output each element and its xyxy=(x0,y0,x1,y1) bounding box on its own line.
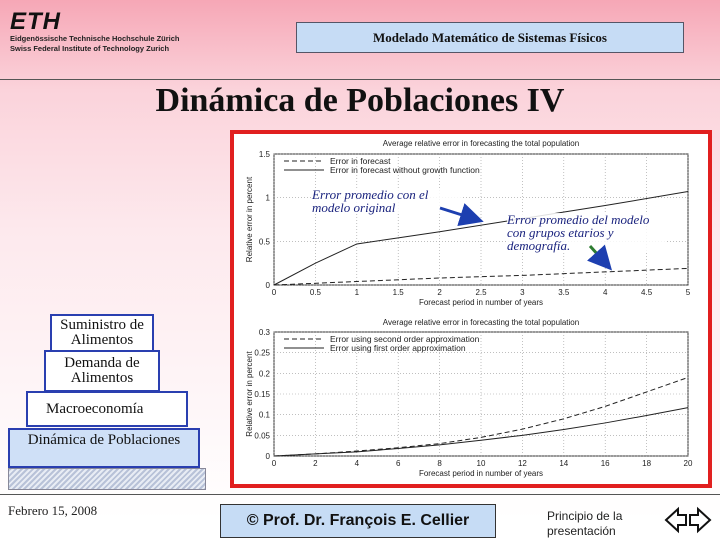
back-arrow-icon[interactable] xyxy=(666,509,686,531)
arrow-to-legend xyxy=(440,208,478,220)
x-tick-label: 3 xyxy=(520,288,525,297)
pyramid-base xyxy=(8,468,206,490)
x-tick-label: 0.5 xyxy=(309,288,321,297)
charts-figure xyxy=(234,134,708,484)
x-tick-label: 4 xyxy=(602,288,608,297)
y-tick-label: 1.5 xyxy=(258,150,270,159)
x-tick-label: 14 xyxy=(559,459,569,468)
y-tick-label: 0.25 xyxy=(254,348,270,358)
annotation-group-model: Error promedio del modelo con grupos etarios y demografía. xyxy=(507,213,667,252)
y-axis-label: Relative error in percent xyxy=(245,176,254,263)
x-axis-label: Forecast period in number of years xyxy=(418,469,544,478)
footer-credit: © Prof. Dr. François E. Cellier xyxy=(220,504,496,538)
x-tick-label: 16 xyxy=(600,459,610,468)
x-tick-label: 1 xyxy=(354,288,360,297)
y-tick-label: 0.5 xyxy=(258,237,270,247)
header-divider xyxy=(0,79,720,80)
chart-title: Average relative error in forecasting the total population xyxy=(382,139,580,148)
x-tick-label: 8 xyxy=(437,459,442,468)
legend-entry: Error using first order approximation xyxy=(330,343,466,353)
y-tick-label: 0.15 xyxy=(254,390,270,399)
eth-logo xyxy=(10,10,210,70)
start-of-presentation-link[interactable]: Principio de la presentación xyxy=(547,509,623,538)
y-tick-label: 0.2 xyxy=(258,369,270,379)
x-tick-label: 3.5 xyxy=(558,288,570,297)
arrow-to-curve xyxy=(590,246,608,266)
chart-title: Average relative error in forecasting the total population xyxy=(382,318,580,327)
x-tick-label: 18 xyxy=(642,459,652,468)
x-tick-label: 4.5 xyxy=(641,288,653,297)
x-tick-label: 0 xyxy=(271,288,277,297)
forward-arrow-icon[interactable] xyxy=(690,509,710,531)
slide-title: Dinámica de Poblaciones IV xyxy=(155,82,565,119)
y-tick-label: 0 xyxy=(265,452,270,461)
x-tick-label: 20 xyxy=(683,459,693,468)
x-tick-label: 4 xyxy=(354,459,360,468)
x-tick-label: 2 xyxy=(313,459,318,468)
pyramid-level-food-demand: Demanda de Alimentos xyxy=(44,350,160,392)
legend-entry: Error in forecast xyxy=(330,156,391,166)
eth-logo-text: ETH xyxy=(10,8,61,35)
pyramid-level-food-supply: Suministro de Alimentos xyxy=(50,314,154,352)
y-tick-label: 0.1 xyxy=(258,410,270,420)
y-tick-label: 0.05 xyxy=(254,431,270,441)
x-tick-label: 0 xyxy=(271,459,277,468)
y-tick-label: 0.3 xyxy=(258,328,270,337)
legend-entry: Error in forecast without growth function xyxy=(330,165,480,175)
x-tick-label: 1.5 xyxy=(392,288,404,297)
x-tick-label: 2.5 xyxy=(475,288,487,297)
x-axis-label: Forecast period in number of years xyxy=(418,298,544,307)
annotation-original-model: Error promedio con el modelo original xyxy=(312,188,462,214)
navigation-arrows[interactable] xyxy=(664,506,712,534)
x-tick-label: 12 xyxy=(517,459,527,468)
y-tick-label: 0 xyxy=(265,281,270,290)
course-title: Modelado Matemático de Sistemas Físicos xyxy=(296,22,684,53)
footer-date: Febrero 15, 2008 xyxy=(8,503,98,518)
legend-entry: Error using second order approximation xyxy=(330,334,480,344)
y-axis-label: Relative error in percent xyxy=(245,351,254,437)
x-tick-label: 5 xyxy=(685,288,691,297)
x-tick-label: 6 xyxy=(395,459,401,468)
x-tick-label: 10 xyxy=(476,459,486,468)
annotation-arrows xyxy=(430,200,630,280)
footer-divider xyxy=(0,494,720,495)
pyramid-level-population-dynamics: Dinámica de Poblaciones xyxy=(8,428,200,468)
institution-line-english: Swiss Federal Institute of Technology Zurich xyxy=(10,44,170,53)
y-tick-label: 1 xyxy=(265,193,270,203)
institution-line-german: Eidgenössische Technische Hochschule Zürich xyxy=(10,34,180,43)
x-tick-label: 2 xyxy=(437,288,442,297)
pyramid-level-macroeconomics: Macroeconomía xyxy=(26,391,188,427)
